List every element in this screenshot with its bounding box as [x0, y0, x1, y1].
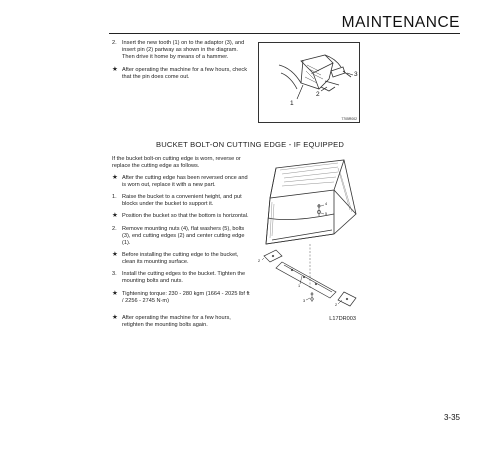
- callout-adaptor: 3: [354, 71, 358, 78]
- top-step-2: [112, 40, 252, 61]
- star-marker: ★: [112, 314, 118, 321]
- section-step: [112, 226, 252, 247]
- step-text: After the cutting edge has been reversed once and is worn out, replace it with a new part.: [122, 175, 248, 188]
- star-marker: ★: [112, 212, 118, 219]
- section-step: [112, 175, 252, 189]
- section-intro: If the bucket bolt-on cutting edge is worn, reverse or replace the cutting edge as follows.: [112, 156, 241, 169]
- step-text: After operating the machine for a few hours, retighten the mounting bolts again.: [122, 315, 231, 328]
- figure-code: 7705R002: [341, 117, 357, 121]
- step-text: Before installing the cutting edge to the bucket, clean its mounting surface.: [122, 252, 239, 265]
- section-step: [112, 271, 252, 285]
- step-text: Raise the bucket to a convenient height, and put blocks under the bucket to support it.: [122, 194, 242, 207]
- section-step: [112, 252, 252, 266]
- callout-end-edge-right: 2: [335, 303, 338, 307]
- bucket-figure: [258, 158, 358, 323]
- page-header-title: MAINTENANCE: [341, 14, 460, 31]
- star-marker: ★: [112, 251, 118, 258]
- step-text: Install the cutting edges to the bucket. Tighten the mounting bolts and nuts.: [122, 271, 246, 284]
- step-marker: 3.: [112, 271, 117, 277]
- tooth-figure: [258, 42, 360, 123]
- step-marker: 2.: [112, 226, 117, 232]
- step-text: Remove mounting nuts (4), flat washers (5), bolts (3), end cutting edges (2) and center cutting edge (1).: [122, 226, 245, 246]
- step-text: Position the bucket so that the bottom is horizontal.: [122, 213, 249, 219]
- step-marker: 2.: [112, 40, 117, 46]
- page-number: 3-35: [443, 413, 460, 422]
- top-note: [112, 67, 252, 81]
- section-title: BUCKET BOLT-ON CUTTING EDGE - IF EQUIPPED: [155, 140, 345, 149]
- tooth-diagram: [259, 43, 361, 124]
- note-text: After operating the machine for a few hours, check that the pin does come out.: [122, 67, 247, 80]
- section-step: [112, 213, 252, 220]
- torque-spec: Tightening torque: 230 - 280 kgm (1664 - 2025 lbf ft / 2256 - 2745 N·m): [122, 291, 250, 304]
- callout-end-edge-left: 2: [258, 259, 261, 263]
- star-marker: ★: [112, 290, 118, 297]
- star-marker: ★: [112, 174, 118, 181]
- callout-center-edge: 1: [298, 284, 301, 288]
- header-rule: [109, 33, 460, 34]
- callout-washer: 5: [325, 212, 328, 216]
- star-marker: ★: [112, 66, 118, 73]
- figure-code: L17DR003: [329, 316, 356, 322]
- section-step: [112, 315, 252, 329]
- step-text: Insert the new tooth (1) on to the adaptor (3), and insert pin (2) partway as shown in the diagram. Then drive it home by means of a hammer.: [122, 40, 245, 60]
- callout-pin: 2: [316, 91, 320, 98]
- callout-nut: 4: [325, 202, 328, 206]
- callout-tooth: 1: [290, 100, 294, 107]
- callout-bolt: 3: [303, 299, 306, 303]
- step-marker: 1.: [112, 194, 117, 200]
- section-step: [112, 194, 252, 208]
- bucket-diagram: [258, 158, 358, 323]
- section-step: [112, 291, 252, 305]
